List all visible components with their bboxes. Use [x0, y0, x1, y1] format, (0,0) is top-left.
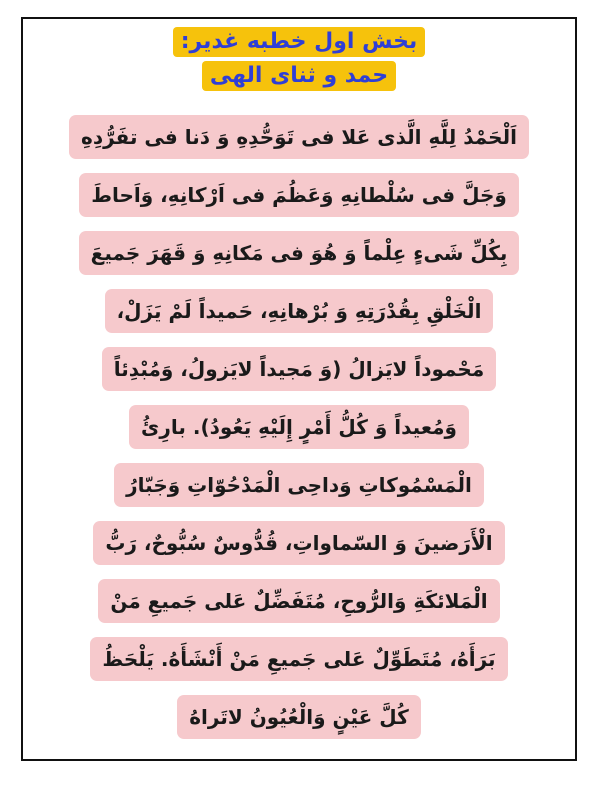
text-line: وَمُعیداً وَ کُلُّ أَمْرٍ إِلَیْهِ یَعُودُ). بارِئُ — [129, 405, 469, 449]
text-line: مَحْموداً لایَزالُ (وَ مَجیداً لایَزولُ، وَمُبْدِئاً — [102, 347, 496, 391]
text-line: کُلَّ عَیْنٍ وَالْعُیُونُ لاتَراهُ — [177, 695, 421, 739]
text-line: الْمَلائکَةِ وَالرُّوحِ، مُتَفَضِّلٌ عَلی جَمیعِ مَنْ — [98, 579, 499, 623]
text-line: الْأَرَضینَ وَ السّماواتِ، قُدُّوسٌ سُبُّوحٌ، رَبُّ — [93, 521, 504, 565]
text-line: الْخَلْقِ بِقُدْرَتِهِ وَ بُرْهانِهِ، حَمیداً لَمْ یَزَلْ، — [105, 289, 494, 333]
text-lines — [23, 115, 575, 739]
text-line: الْمَسْمُوکاتِ وَداحِی الْمَدْحُوّاتِ وَجَبّارُ — [114, 463, 484, 507]
title-block — [23, 27, 575, 91]
text-line: وَجَلَّ فی سُلْطانِهِ وَعَظُمَ فی اَرْکانِهِ، وَاَحاطَ — [79, 173, 519, 217]
title-line-2: حمد و ثنای الهی — [202, 61, 396, 91]
text-line: بِکُلِّ شَیءٍ عِلْماً وَ هُوَ فی مَکانِهِ وَ قَهَرَ جَمیعَ — [79, 231, 520, 275]
title-line-1: بخش اول خطبه غدیر: — [173, 27, 426, 57]
text-line: بَرَأَهُ، مُتَطَوِّلٌ عَلی جَمیعِ مَنْ أَنْشَأَهُ. یَلْحَظُ — [90, 637, 507, 681]
text-line: اَلْحَمْدُ لِلَّهِ الَّذی عَلا فی تَوَحُّدِهِ وَ دَنا فی تفَرُّدِهِ — [69, 115, 529, 159]
document-frame — [21, 17, 577, 761]
